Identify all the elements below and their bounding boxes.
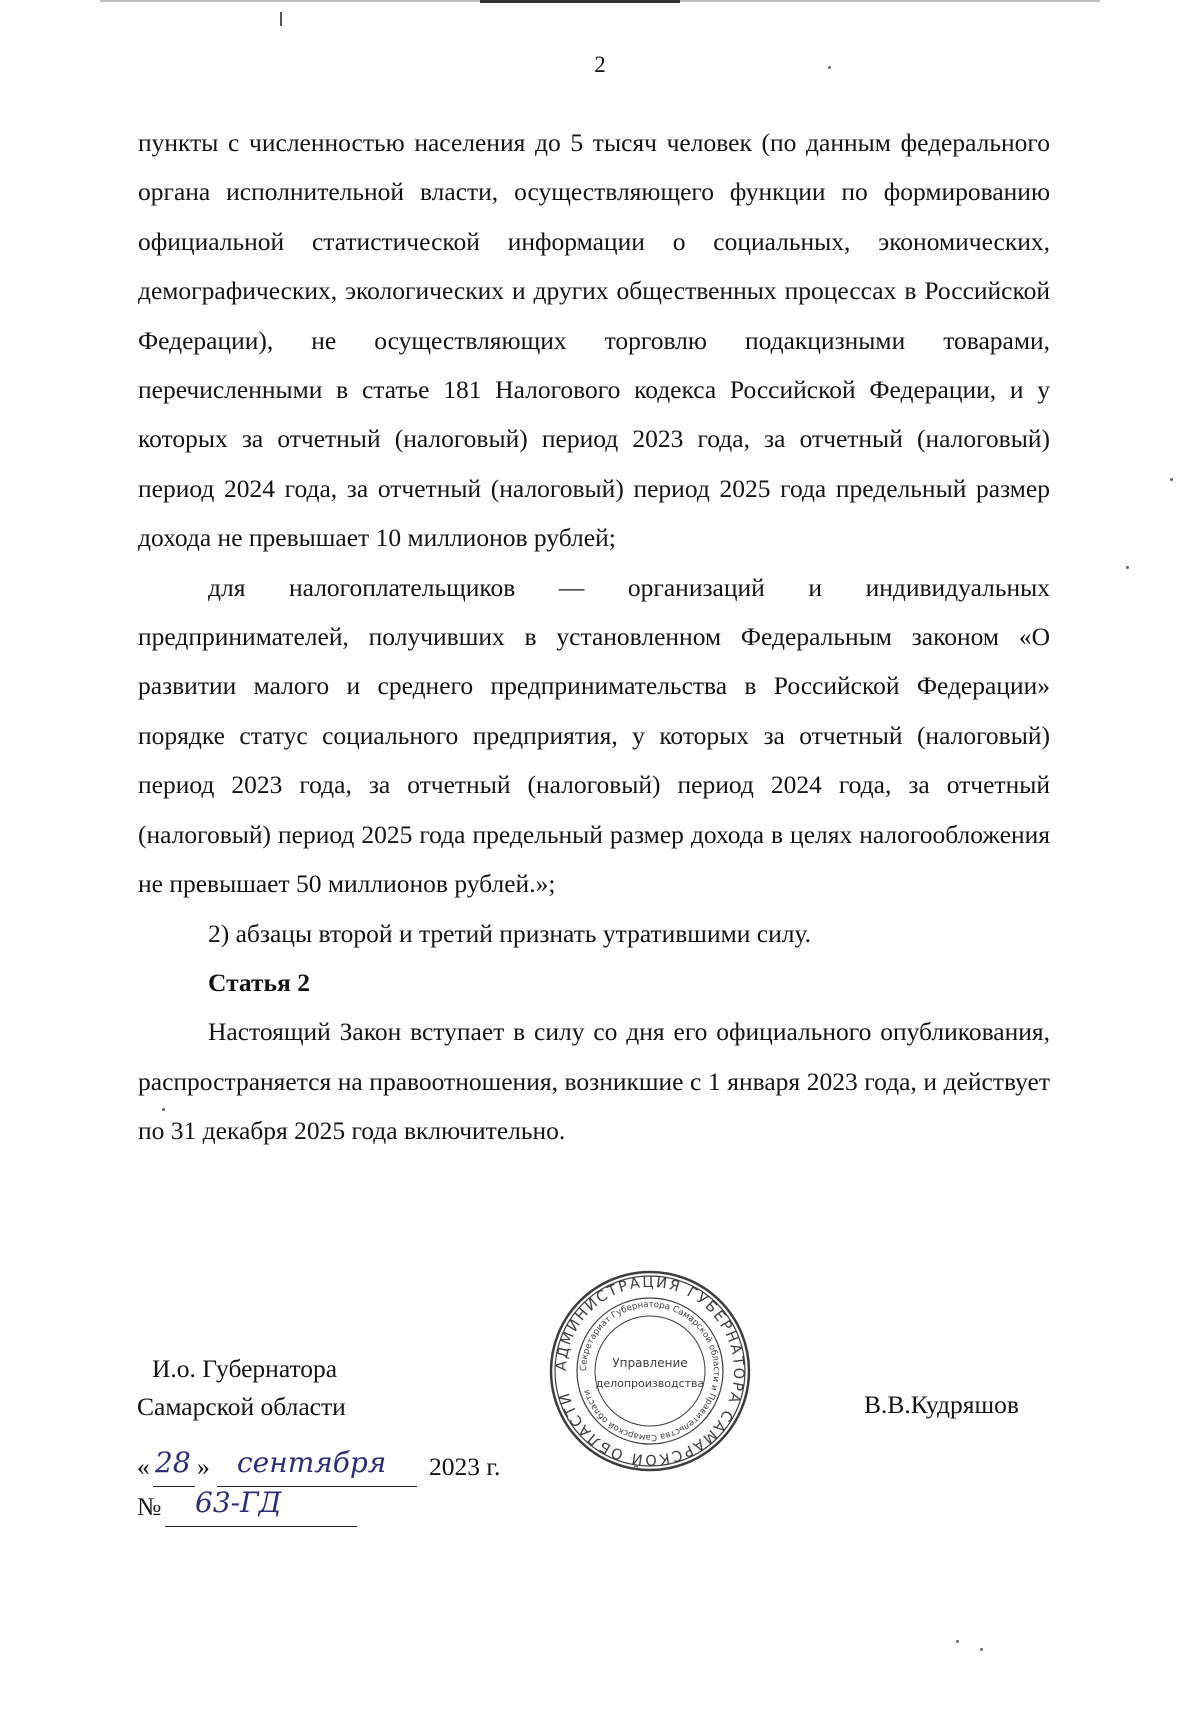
stamp-middle-ring xyxy=(577,1298,723,1444)
stamp-inner-ring xyxy=(595,1316,705,1426)
paragraph-social-enterprise: для налогоплательщиков — организаций и индивидуальных предпринимателей, получивших в установленном Федеральным законом «О развитии малого и среднего предпринимательства в Российской Федерации» порядке статус социального предприятия, у которых за отчетный (налоговый) период 2023 года, за отчетный (налоговый) период 2024 года, за отчетный (налоговый) период 2025 года предельный размер дохода в целях налогообложения не превышает 50 миллионов рублей.»; xyxy=(138,572,1050,899)
law-number xyxy=(137,1486,397,1528)
date-year: 2023 г. xyxy=(429,1452,501,1481)
stamp-outer-text: АДМИНИСТРАЦИЯ ГУБЕРНАТОРА САМАРСКОЙ ОБЛАСТИ xyxy=(553,1274,747,1468)
stamp-center-line2: делопроизводства xyxy=(595,1377,705,1390)
document-body xyxy=(138,118,1050,1156)
date-day-handwritten: 28 xyxy=(155,1446,191,1479)
scan-speck xyxy=(1170,478,1173,481)
signer-title xyxy=(137,1350,346,1426)
scan-speck xyxy=(1126,566,1129,569)
signer-title-line2: Самарской области xyxy=(137,1392,346,1421)
scan-speck xyxy=(956,1640,959,1643)
number-label: № xyxy=(137,1492,162,1521)
signer-title-line1: И.о. Губернатора xyxy=(152,1354,338,1383)
scan-top-edge-dark xyxy=(480,0,680,3)
stamp-inner-text: Секретариат Губернатора Самарской области и Правительства Самарской области xyxy=(578,1299,722,1443)
date-month-handwritten: сентября xyxy=(237,1446,387,1479)
page-number: 2 xyxy=(594,52,606,77)
paragraph-item-2: 2) абзацы второй и третий признать утратившими силу. xyxy=(208,918,812,948)
date-open-quote: « xyxy=(137,1452,150,1481)
signer-name: В.В.Кудряшов xyxy=(864,1390,1019,1419)
number-handwritten: 63-ГД xyxy=(195,1486,282,1519)
stamp-center-line1: Управление xyxy=(612,1356,688,1370)
signing-date xyxy=(137,1446,557,1488)
paragraph-continuation: пункты с численностью населения до 5 тысяч человек (по данным федерального органа исполнительной власти, осуществляющего функции по формированию официальной статистической информации о социальных, экономических, демографических, экологических и других общественных процессах в Российской Федерации), не осуществляющих торговлю подакцизными товарами, перечисленными в статье 181 Налогового кодекса Российской Федерации, и у которых за отчетный (налоговый) период 2023 года, за отчетный (налоговый) период 2024 года, за отчетный (налоговый) период 2025 года предельный размер дохода не превышает 10 миллионов рублей; xyxy=(138,128,1050,553)
date-close-quote: » xyxy=(197,1452,210,1481)
scan-speck xyxy=(980,1648,983,1651)
article-heading: Статья 2 xyxy=(208,967,310,997)
scan-mark xyxy=(280,12,282,26)
official-stamp xyxy=(549,1265,751,1477)
paragraph-entry-into-force: Настоящий Закон вступает в силу со дня его официального опубликования, распространяется на правоотношения, возникшие с 1 января 2023 года, и действует по 31 декабря 2025 года включительно. xyxy=(138,1017,1050,1146)
